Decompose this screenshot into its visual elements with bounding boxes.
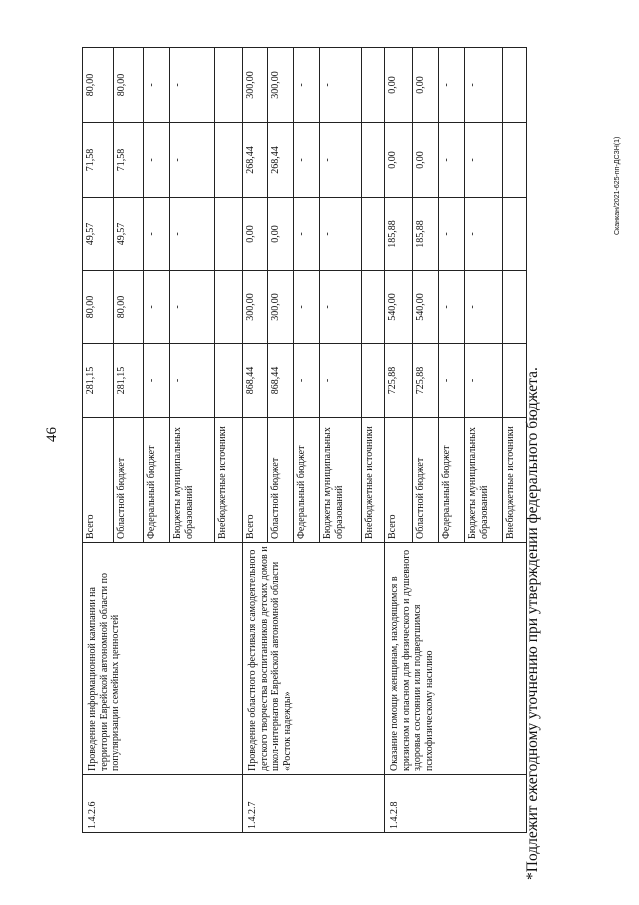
value-cell: 80,00 xyxy=(114,48,144,123)
row-code: 1.4.2.6 xyxy=(83,775,243,833)
budget-table xyxy=(82,47,527,833)
value-cell xyxy=(215,198,243,271)
value-cell: - xyxy=(439,344,465,418)
value-cell: 0,00 xyxy=(385,48,413,123)
value-cell: - xyxy=(170,198,215,271)
source-name: Федеральный бюджет xyxy=(144,418,170,543)
value-cell: - xyxy=(320,123,362,198)
table-row xyxy=(385,48,413,833)
value-cell: - xyxy=(144,123,170,198)
value-cell: - xyxy=(294,48,320,123)
value-cell: - xyxy=(465,344,503,418)
source-name: Внебюджетные источники xyxy=(503,418,527,543)
value-cell xyxy=(362,48,385,123)
value-cell: 80,00 xyxy=(114,271,144,344)
value-cell: - xyxy=(144,198,170,271)
value-cell xyxy=(503,271,527,344)
value-cell: - xyxy=(144,271,170,344)
value-cell xyxy=(503,198,527,271)
source-name: Всего xyxy=(243,418,268,543)
table-row xyxy=(243,48,268,833)
value-cell: 80,00 xyxy=(83,48,114,123)
value-cell: - xyxy=(170,344,215,418)
value-cell: - xyxy=(465,123,503,198)
value-cell: 80,00 xyxy=(83,271,114,344)
value-cell: 0,00 xyxy=(413,123,439,198)
value-cell xyxy=(503,48,527,123)
value-cell: - xyxy=(465,198,503,271)
value-cell: 268,44 xyxy=(243,123,268,198)
value-cell: - xyxy=(439,48,465,123)
value-cell: - xyxy=(294,271,320,344)
value-cell: - xyxy=(439,198,465,271)
value-cell: 185,88 xyxy=(385,198,413,271)
value-cell: 0,00 xyxy=(243,198,268,271)
value-cell: 868,44 xyxy=(268,344,294,418)
value-cell xyxy=(362,198,385,271)
value-cell: - xyxy=(144,344,170,418)
value-cell: - xyxy=(320,271,362,344)
value-cell: - xyxy=(170,271,215,344)
value-cell: - xyxy=(465,271,503,344)
value-cell: 0,00 xyxy=(268,198,294,271)
source-name: Областной бюджет xyxy=(413,418,439,543)
value-cell: 268,44 xyxy=(268,123,294,198)
page-number: 46 xyxy=(44,427,60,442)
row-code: 1.4.2.8 xyxy=(385,775,527,833)
source-name: Бюджеты муниципальных образований xyxy=(170,418,215,543)
value-cell: 0,00 xyxy=(413,48,439,123)
source-name: Внебюджетные источники xyxy=(215,418,243,543)
value-cell: 725,88 xyxy=(413,344,439,418)
scan-stamp xyxy=(612,95,624,235)
value-cell: 71,58 xyxy=(114,123,144,198)
source-name: Бюджеты муниципальных образований xyxy=(320,418,362,543)
budget-table-wrapper xyxy=(82,48,516,833)
value-cell: - xyxy=(320,198,362,271)
value-cell xyxy=(503,344,527,418)
source-name: Всего xyxy=(83,418,114,543)
value-cell: - xyxy=(144,48,170,123)
source-name: Внебюджетные источники xyxy=(362,418,385,543)
value-cell: 540,00 xyxy=(385,271,413,344)
row-event-description: Проведение информационной кампании на территории Еврейской автономной области по популяризации семейных ценностей xyxy=(83,543,243,775)
table-row xyxy=(83,48,114,833)
value-cell xyxy=(362,271,385,344)
row-code: 1.4.2.7 xyxy=(243,775,385,833)
value-cell: 300,00 xyxy=(268,48,294,123)
value-cell: - xyxy=(439,123,465,198)
source-name: Федеральный бюджет xyxy=(294,418,320,543)
value-cell: - xyxy=(294,344,320,418)
value-cell: - xyxy=(439,271,465,344)
value-cell: 868,44 xyxy=(243,344,268,418)
source-name: Федеральный бюджет xyxy=(439,418,465,543)
value-cell: 281,15 xyxy=(114,344,144,418)
value-cell xyxy=(215,48,243,123)
value-cell: 300,00 xyxy=(243,271,268,344)
value-cell: 0,00 xyxy=(385,123,413,198)
value-cell: - xyxy=(170,48,215,123)
value-cell: 185,88 xyxy=(413,198,439,271)
value-cell: - xyxy=(170,123,215,198)
value-cell: 71,58 xyxy=(83,123,114,198)
value-cell: 49,57 xyxy=(114,198,144,271)
value-cell: 725,88 xyxy=(385,344,413,418)
value-cell: 540,00 xyxy=(413,271,439,344)
value-cell xyxy=(215,271,243,344)
source-name: Областной бюджет xyxy=(114,418,144,543)
row-event-description: Проведение областного фестиваля самодеятельного детского творчества воспитанников детских домов и школ-интернатов Еврейской автономной области «Росток надежды» xyxy=(243,543,385,775)
value-cell xyxy=(215,123,243,198)
value-cell: - xyxy=(294,123,320,198)
value-cell: - xyxy=(465,48,503,123)
source-name: Всего xyxy=(385,418,413,543)
value-cell: 49,57 xyxy=(83,198,114,271)
source-name: Бюджеты муниципальных образований xyxy=(465,418,503,543)
value-cell xyxy=(362,123,385,198)
value-cell: - xyxy=(320,344,362,418)
value-cell: 281,15 xyxy=(83,344,114,418)
value-cell xyxy=(503,123,527,198)
source-name: Областной бюджет xyxy=(268,418,294,543)
footnote-text: *Подлежит ежегодному уточнению при утверждении федерального бюджета. xyxy=(524,367,541,880)
value-cell: 300,00 xyxy=(243,48,268,123)
value-cell xyxy=(362,344,385,418)
row-event-description: Оказание помощи женщинам, находящимся в кризисном и опасном для физического и душевного здоровья состоянии или подвергшимся психофизическому насилию xyxy=(385,543,527,775)
value-cell: 300,00 xyxy=(268,271,294,344)
scan-stamp-text: Сканкан/2021-625-пп-ДСЗН(1) xyxy=(614,136,621,235)
value-cell: - xyxy=(294,198,320,271)
value-cell xyxy=(215,344,243,418)
value-cell: - xyxy=(320,48,362,123)
